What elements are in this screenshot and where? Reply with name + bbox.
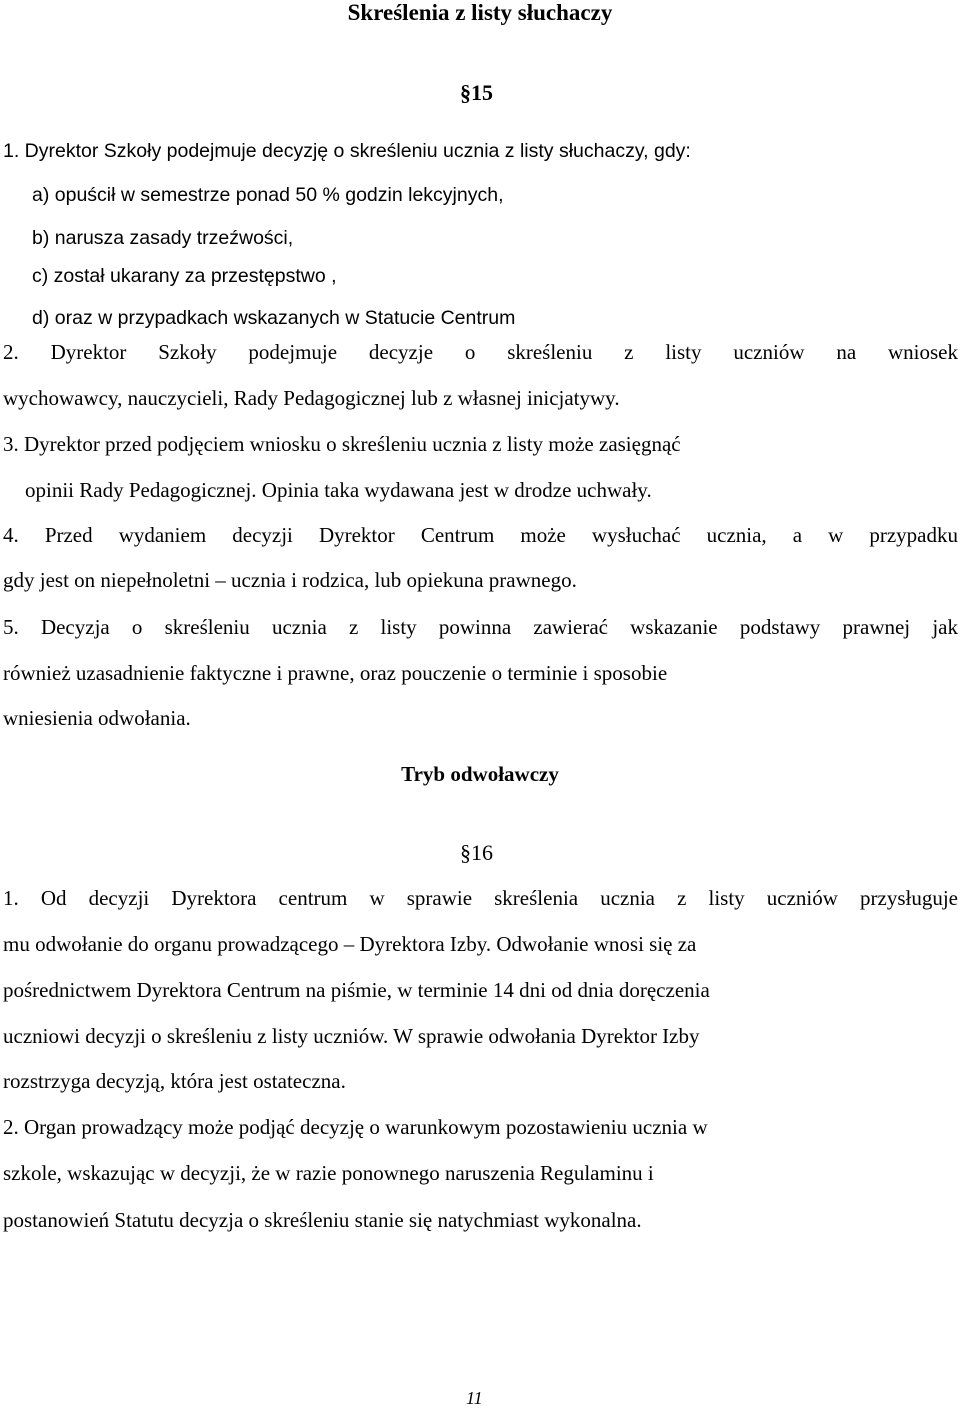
paragraph-16-1-line-2: mu odwołanie do organu prowadzącego – Dyrektora Izby. Odwołanie wnosi się za: [3, 932, 697, 956]
paragraph-16-1-line-3: pośrednictwem Dyrektora Centrum na piśmie, w terminie 14 dni od dnia doręczenia: [3, 978, 710, 1002]
section-heading-16: §16: [460, 840, 493, 865]
list-item-15-1-d: d) oraz w przypadkach wskazanych w Statucie Centrum: [32, 307, 516, 329]
paragraph-15-4-line-1: 4. Przed wydaniem decyzji Dyrektor Centrum może wysłuchać ucznia, a w przypadku: [3, 523, 958, 547]
section-heading-15: §15: [460, 80, 493, 105]
paragraph-15-1-intro: 1. Dyrektor Szkoły podejmuje decyzję o skreśleniu ucznia z listy słuchaczy, gdy:: [3, 140, 691, 162]
paragraph-16-2-line-3: postanowień Statutu decyzja o skreśleniu stanie się natychmiast wykonalna.: [3, 1208, 642, 1232]
paragraph-16-2-line-2: szkole, wskazując w decyzji, że w razie ponownego naruszenia Regulaminu i: [3, 1161, 654, 1185]
paragraph-15-2-line-1: 2. Dyrektor Szkoły podejmuje decyzje o skreśleniu z listy uczniów na wniosek: [3, 340, 958, 364]
paragraph-16-1-line-5: rozstrzyga decyzją, która jest ostateczna.: [3, 1069, 346, 1093]
list-item-15-1-c: c) został ukarany za przestępstwo ,: [32, 265, 337, 287]
paragraph-15-3-line-2: opinii Rady Pedagogicznej. Opinia taka wydawana jest w drodze uchwały.: [25, 478, 652, 502]
paragraph-15-2-line-2: wychowawcy, nauczycieli, Rady Pedagogicznej lub z własnej inicjatywy.: [3, 386, 620, 410]
paragraph-15-5-line-3: wniesienia odwołania.: [3, 706, 191, 730]
paragraph-15-5-line-1: 5. Decyzja o skreśleniu ucznia z listy powinna zawierać wskazanie podstawy prawnej jak: [3, 615, 958, 639]
paragraph-15-5-line-2: również uzasadnienie faktyczne i prawne, oraz pouczenie o terminie i sposobie: [3, 661, 668, 685]
paragraph-16-1-line-4: uczniowi decyzji o skreśleniu z listy uczniów. W sprawie odwołania Dyrektor Izby: [3, 1024, 700, 1048]
list-item-15-1-b: b) narusza zasady trzeźwości,: [32, 227, 294, 249]
section-subtitle: Tryb odwoławczy: [401, 762, 559, 786]
paragraph-15-4-line-2: gdy jest on niepełnoletni – ucznia i rodzica, lub opiekuna prawnego.: [3, 568, 577, 592]
page-number: 11: [466, 1388, 483, 1408]
paragraph-15-3-line-1: 3. Dyrektor przed podjęciem wniosku o skreśleniu ucznia z listy może zasięgnąć: [3, 432, 681, 456]
page-title: Skreślenia z listy słuchaczy: [347, 0, 613, 25]
paragraph-16-1-line-1: 1. Od decyzji Dyrektora centrum w sprawie skreślenia ucznia z listy uczniów przysługuje: [3, 886, 958, 910]
paragraph-16-2-line-1: 2. Organ prowadzący może podjąć decyzję o warunkowym pozostawieniu ucznia w: [3, 1115, 708, 1139]
list-item-15-1-a: a) opuścił w semestrze ponad 50 % godzin lekcyjnych,: [32, 184, 504, 206]
